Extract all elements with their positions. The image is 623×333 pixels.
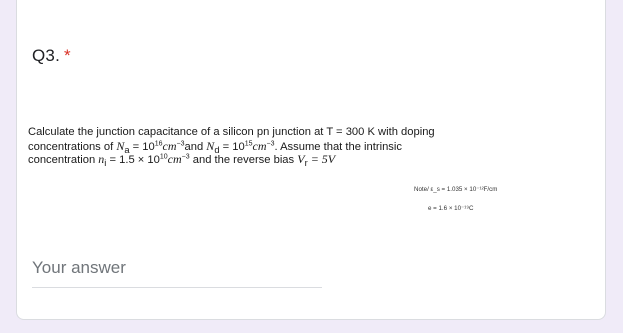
subscript: a (124, 145, 130, 156)
problem-line-3 (28, 152, 335, 168)
answer-input[interactable]: Your answer (32, 258, 126, 277)
question-image (28, 126, 588, 226)
text-segment: = 5V (307, 152, 336, 166)
text-segment: and the reverse bias (189, 154, 298, 166)
exponent: −3 (176, 140, 185, 148)
note-charge: e = 1.6 × 10⁻¹⁹C (428, 205, 474, 212)
unit: cm (252, 139, 267, 153)
answer-underline (32, 287, 322, 288)
subscript: r (304, 158, 308, 169)
question-title (32, 46, 71, 66)
text-segment: concentration (28, 154, 99, 166)
text-segment: = 10 (219, 141, 245, 153)
symbol-vr: V (297, 152, 305, 166)
problem-line-1: Calculate the junction capacitance of a silicon pn junction at T = 300 K with doping (28, 126, 435, 138)
exponent: 10 (159, 153, 168, 161)
required-asterisk: * (64, 46, 71, 65)
exponent: 16 (154, 140, 163, 148)
text-segment: and (184, 141, 207, 153)
unit: cm (167, 152, 182, 166)
symbol-nd: N (206, 139, 215, 153)
subscript: d (214, 145, 220, 156)
subscript: i (104, 158, 107, 169)
exponent: −3 (266, 140, 275, 148)
text-segment: . Assume that the intrinsic (274, 141, 402, 153)
question-card (16, 0, 606, 320)
unit: cm (162, 139, 177, 153)
note-permittivity: Note/ ε_s = 1.035 × 10⁻¹²F/cm (414, 186, 498, 193)
symbol-ni: n (98, 152, 105, 166)
text-segment: = 1.5 × 10 (106, 154, 160, 166)
symbol-na: N (116, 139, 125, 153)
text-segment: concentrations of (28, 141, 117, 153)
exponent: 15 (244, 140, 253, 148)
text-segment: = 10 (129, 141, 155, 153)
exponent: −3 (181, 153, 190, 161)
question-number: Q3. (32, 46, 61, 65)
